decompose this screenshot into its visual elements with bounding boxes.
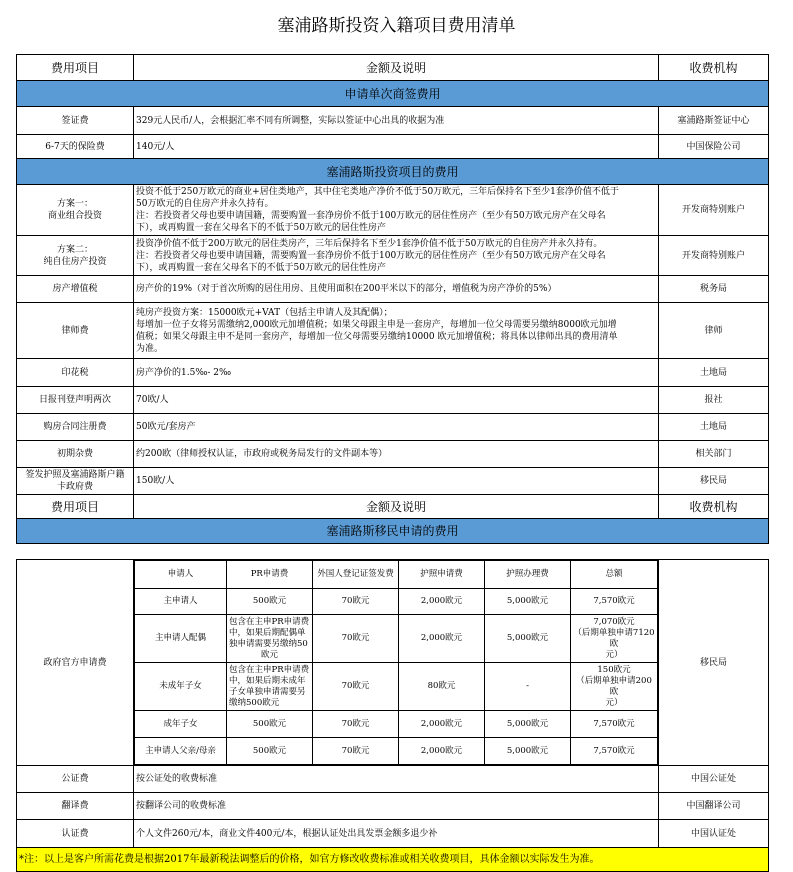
table-row (17, 135, 769, 159)
fee-org: 开发商特别账户 (659, 236, 769, 276)
fee-org: 土地局 (659, 414, 769, 441)
table-row: 主申请人配偶 包含在主申PR申请费 中，如果后期配偶单 独申请需要另缴纳50 欧元 70欧元 2,000欧元 5,000欧元 7,070欧元 （后期单独申请7120欧 元） (135, 615, 658, 663)
table-row (17, 387, 769, 414)
fee-org: 开发商特别账户 (659, 185, 769, 236)
col-pr: PR申请费 (227, 561, 313, 589)
fee-table-top (16, 54, 769, 544)
fee-desc: 房产净价的1.5‰- 2‰ (134, 359, 659, 387)
fee-item: 翻译费 (17, 793, 134, 820)
fee-item: 签证费 (17, 107, 134, 135)
table-row (17, 468, 769, 495)
fee-item: 认证费 (17, 820, 134, 848)
fee-desc: 70欧/人 (134, 387, 659, 414)
fee-org: 相关部门 (659, 441, 769, 468)
fee-item: 印花税 (17, 359, 134, 387)
header-item: 费用项目 (17, 495, 134, 519)
col-total: 总额 (571, 561, 658, 589)
fee-org: 中国翻译公司 (659, 793, 769, 820)
section-band: 申请单次商签费用 (17, 81, 769, 107)
fee-item: 方案一： 商业组合投资 (17, 185, 134, 236)
table-row: 主申请人 500欧元 70欧元 2,000欧元 5,000欧元 7,570欧元 (135, 589, 658, 615)
fee-org: 土地局 (659, 359, 769, 387)
fee-org: 中国认证处 (659, 820, 769, 848)
footnote-row (17, 848, 769, 872)
fee-org: 中国公证处 (659, 766, 769, 793)
breakdown-table (134, 560, 658, 765)
table-row (17, 441, 769, 468)
fee-org: 中国保险公司 (659, 135, 769, 159)
fee-desc: 约200欧（律师授权认证，市政府或税务局发行的文件副本等） (134, 441, 659, 468)
fee-item: 签发护照及塞浦路斯户籍 卡政府费 (17, 468, 134, 495)
table-row (17, 560, 769, 766)
fee-org: 塞浦路斯签证中心 (659, 107, 769, 135)
table-row (17, 236, 769, 276)
fee-org: 税务局 (659, 276, 769, 303)
fee-desc: 150欧/人 (134, 468, 659, 495)
fee-org: 移民局 (659, 468, 769, 495)
section-band: 塞浦路斯移民申请的费用 (17, 519, 769, 544)
immigration-table (16, 559, 769, 872)
fee-item: 律师费 (17, 303, 134, 359)
table-row (17, 107, 769, 135)
table-row: 主申请人父亲/母亲 500欧元 70欧元 2,000欧元 5,000欧元 7,570欧元 (135, 738, 658, 765)
header-desc: 金额及说明 (134, 495, 659, 519)
fee-org: 移民局 (659, 560, 769, 766)
fee-desc: 个人文件260元/本，商业文件400元/本，根据认证处出具发票金额多退少补 (134, 820, 659, 848)
fee-desc: 按翻译公司的收费标准 (134, 793, 659, 820)
header-item: 费用项目 (17, 55, 134, 81)
gov-fee-breakdown (134, 560, 659, 766)
table-row (17, 414, 769, 441)
fee-desc: 140元/人 (134, 135, 659, 159)
fee-org: 报社 (659, 387, 769, 414)
col-passport-process: 护照办理费 (485, 561, 571, 589)
fee-item: 公证费 (17, 766, 134, 793)
header-org: 收费机构 (659, 55, 769, 81)
table-row (17, 793, 769, 820)
fee-desc: 房产价的19%（对于首次所购的居住用房、且使用面积在200平米以下的部分，增值税为房产净价的5%） (134, 276, 659, 303)
table-row (17, 185, 769, 236)
page-title: 塞浦路斯投资入籍项目费用清单 (277, 16, 516, 36)
fee-desc: 329元人民币/人，会根据汇率不同有所调整，实际以签证中心出具的收据为准 (134, 107, 659, 135)
col-applicant: 申请人 (135, 561, 227, 589)
table-row (17, 276, 769, 303)
fee-item: 房产增值税 (17, 276, 134, 303)
breakdown-header (135, 561, 658, 589)
fee-item: 方案二： 纯自住房产投资 (17, 236, 134, 276)
footnote: *注：以上是客户所需花费是根据2017年最新税法调整后的价格，如官方修改收费标准或相关收费项目，具体金额以实际发生为准。 (17, 848, 769, 872)
fee-desc: 投资净价值不低于200万欧元的居住类房产，三年后保持名下至少1套净价值不低于50万欧元的自住房产并永久持有。 注：若投资者父母也要申请国籍，需要购置一套净房价不低于100万欧元的居住性房产（至少有50万欧元房产在父母名 下），或再购置一套在父母名下的不低于50万欧元的居住性房产 (134, 236, 659, 276)
table-header-row (17, 495, 769, 519)
fee-item: 初期杂费 (17, 441, 134, 468)
col-registration: 外国人登记证签发费 (313, 561, 399, 589)
fee-desc: 50欧元/套房产 (134, 414, 659, 441)
table-header-row (17, 55, 769, 81)
fee-desc: 投资不低于250万欧元的商业+居住类地产，其中住宅类地产净价不低于50万欧元，三年后保持名下至少1套净价值不低于 50万欧元的自住房产并永久持有。 注：若投资者父母也要申请国籍，需要购置一套净房价不低于100万欧元的居住性房产（至少有50万欧元房产在父母名 下），或再购置一套在父母名下的不低于50万欧元的居住性房产 (134, 185, 659, 236)
fee-item: 购房合同注册费 (17, 414, 134, 441)
header-desc: 金额及说明 (134, 55, 659, 81)
gov-fee-label: 政府官方申请费 (17, 560, 134, 766)
section-band: 塞浦路斯投资项目的费用 (17, 159, 769, 185)
table-row: 未成年子女 包含在主申PR申请费 中，如果后期未成年 子女单独申请需要另 缴纳500欧元 70欧元 80欧元 - 150欧元 （后期单独申请200欧 元） (135, 663, 658, 711)
fee-desc: 按公证处的收费标准 (134, 766, 659, 793)
table-row (17, 820, 769, 848)
fee-item: 日报刊登声明两次 (17, 387, 134, 414)
fee-desc: 纯房产投资方案：15000欧元+VAT（包括主申请人及其配偶）； 每增加一位子女将另需缴纳2,000欧元加增值税；如果父母跟主申是一套房产，每增加一位父母需要另缴纳8000欧元加增 值税；如果父母跟主申不是同一套房产，每增加一位父母需要另缴纳10000 欧元加增值税；将具体以律师出具的费用清单 为准。 (134, 303, 659, 359)
table-row (17, 303, 769, 359)
table-row (17, 766, 769, 793)
table-row: 成年子女 500欧元 70欧元 2,000欧元 5,000欧元 7,570欧元 (135, 711, 658, 738)
table-row (17, 359, 769, 387)
col-passport-apply: 护照申请费 (399, 561, 485, 589)
header-org: 收费机构 (659, 495, 769, 519)
fee-org: 律师 (659, 303, 769, 359)
fee-item: 6-7天的保险费 (17, 135, 134, 159)
